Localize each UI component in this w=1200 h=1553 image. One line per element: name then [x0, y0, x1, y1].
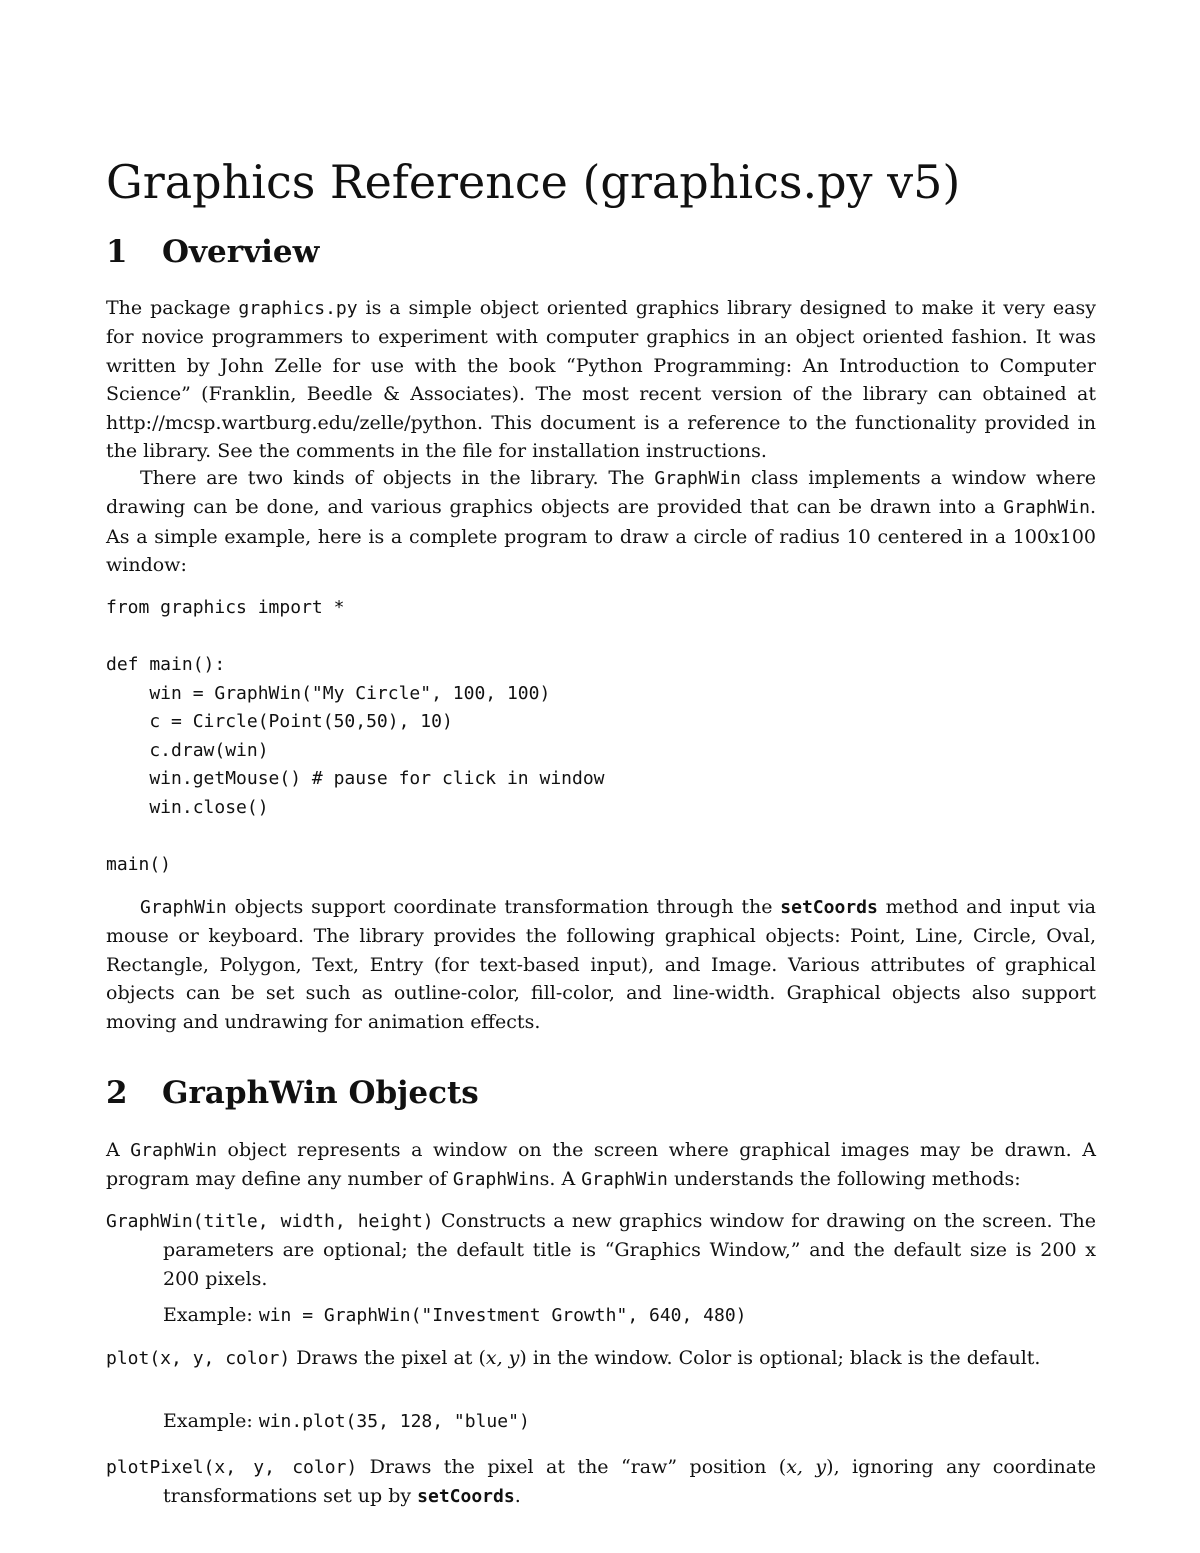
method-description: [106, 1344, 1096, 1373]
text-run: The package: [106, 297, 239, 319]
section-number: 1: [106, 234, 128, 270]
code-line: c.draw(win): [106, 739, 269, 761]
text-run: is a simple object oriented graphics library designed to make it very easy for novice programmers to experiment with computer graphics in an object oriented fashion. It was written by John Zelle for use with the book “Python Programming: An Introduction to Computer Science” (Franklin, Beedle & Associates). The most recent version of the library can obtained at http://mcsp.wartburg.edu/zelle/python. This document is a reference to the functionality provided in the library. See the comments in the file for installation instructions.: [106, 297, 1096, 463]
text-run: .: [514, 1485, 521, 1508]
method-example: [106, 1407, 1096, 1436]
inline-code: GraphWin: [581, 1169, 668, 1191]
math-text: x, y: [485, 1347, 520, 1369]
code-line: win.getMouse() # pause for click in window: [106, 768, 605, 789]
text-run: class implements a window where drawing can be done, and various graphics objects are provided that can be drawn into a: [106, 467, 1096, 519]
inline-code: GraphWin: [1003, 497, 1090, 519]
section-number: 2: [106, 1075, 128, 1111]
inline-code: setCoords: [780, 897, 878, 918]
code-line: [106, 623, 605, 652]
section-heading-graphwin: [106, 1073, 479, 1113]
code-line: win = GraphWin("My Circle", 100, 100): [106, 682, 551, 704]
inline-code: GraphWin: [130, 1140, 217, 1161]
inline-code: GraphWin: [452, 1169, 540, 1191]
inline-code: setCoords: [417, 1486, 515, 1508]
method-plotpixel: [106, 1453, 1096, 1512]
graphwin-intro-paragraph: [106, 1136, 1096, 1195]
code-line: win.close(): [106, 796, 269, 818]
method-signature: plotPixel(x, y, color): [106, 1457, 358, 1478]
code-line: main(): [106, 853, 172, 875]
text-run: There are two kinds of objects in the library. The: [140, 467, 655, 489]
method-description: [106, 1207, 1096, 1293]
section-title: GraphWin Objects: [162, 1075, 479, 1111]
example-code: win.plot(35, 128, "blue"): [258, 1411, 530, 1433]
example-code: win = GraphWin("Investment Growth", 640, 480): [258, 1305, 747, 1327]
text-run: Draws the pixel at (: [290, 1347, 486, 1369]
text-run: A: [106, 1139, 131, 1161]
method-description: [106, 1453, 1096, 1512]
section-heading-overview: [106, 232, 319, 272]
code-block: [106, 594, 605, 879]
method-example: [106, 1301, 1096, 1330]
inline-code: GraphWin: [654, 468, 742, 489]
section-title: Overview: [162, 234, 320, 270]
code-line: [106, 822, 605, 851]
method-signature: plot(x, y, color): [106, 1348, 291, 1369]
text-run: Constructs a new graphics window for drawing on the screen. The parameters are optional; the default title is “Graphics Window,” and the default size is 200 x 200 pixels.: [163, 1210, 1097, 1290]
example-label: Example:: [163, 1304, 259, 1327]
code-line: from graphics import *: [106, 597, 345, 618]
text-run: object represents a window on the screen where graphical images may be drawn. A program may define any number of: [106, 1139, 1096, 1191]
text-run: s. A: [539, 1168, 582, 1191]
text-run: understands the following methods:: [667, 1168, 1021, 1191]
code-line: def main():: [106, 654, 226, 675]
method-graphwin: [106, 1207, 1096, 1331]
inline-code: GraphWin: [140, 897, 227, 918]
text-run: ) in the window. Color is optional; black is the default.: [519, 1347, 1041, 1369]
text-run: ), ignoring any coordinate transformations set up by: [163, 1456, 1096, 1508]
example-label: Example:: [163, 1410, 259, 1433]
code-line: c = Circle(Point(50,50), 10): [106, 711, 453, 732]
overview-paragraph-1: [106, 294, 1096, 465]
text-run: objects support coordinate transformation through the: [226, 896, 781, 918]
text-run: method and input via mouse or keyboard. The library provides the following graphical objects: Point, Line, Circle, Oval, Rectangle, Polygon, Text, Entry (for text-based input), and Image. Various attributes of graphical objects can be set such as outline-color, fill-color, and line-width. Graphical objects also support moving and undrawing for animation effects.: [106, 896, 1096, 1033]
method-signature: GraphWin(title, width, height): [106, 1211, 434, 1232]
text-run: Draws the pixel at the “raw” position (: [357, 1456, 787, 1478]
method-plot: [106, 1344, 1096, 1437]
inline-code: graphics.py: [238, 298, 358, 319]
math-text: x, y: [786, 1456, 827, 1478]
overview-paragraph-2: [106, 464, 1096, 580]
text-run: . As a simple example, here is a complete program to draw a circle of radius 10 centered in a 100x100 window:: [106, 496, 1096, 577]
overview-paragraph-3: [106, 893, 1096, 1036]
page-title: Graphics Reference (graphics.py v5): [106, 155, 961, 209]
